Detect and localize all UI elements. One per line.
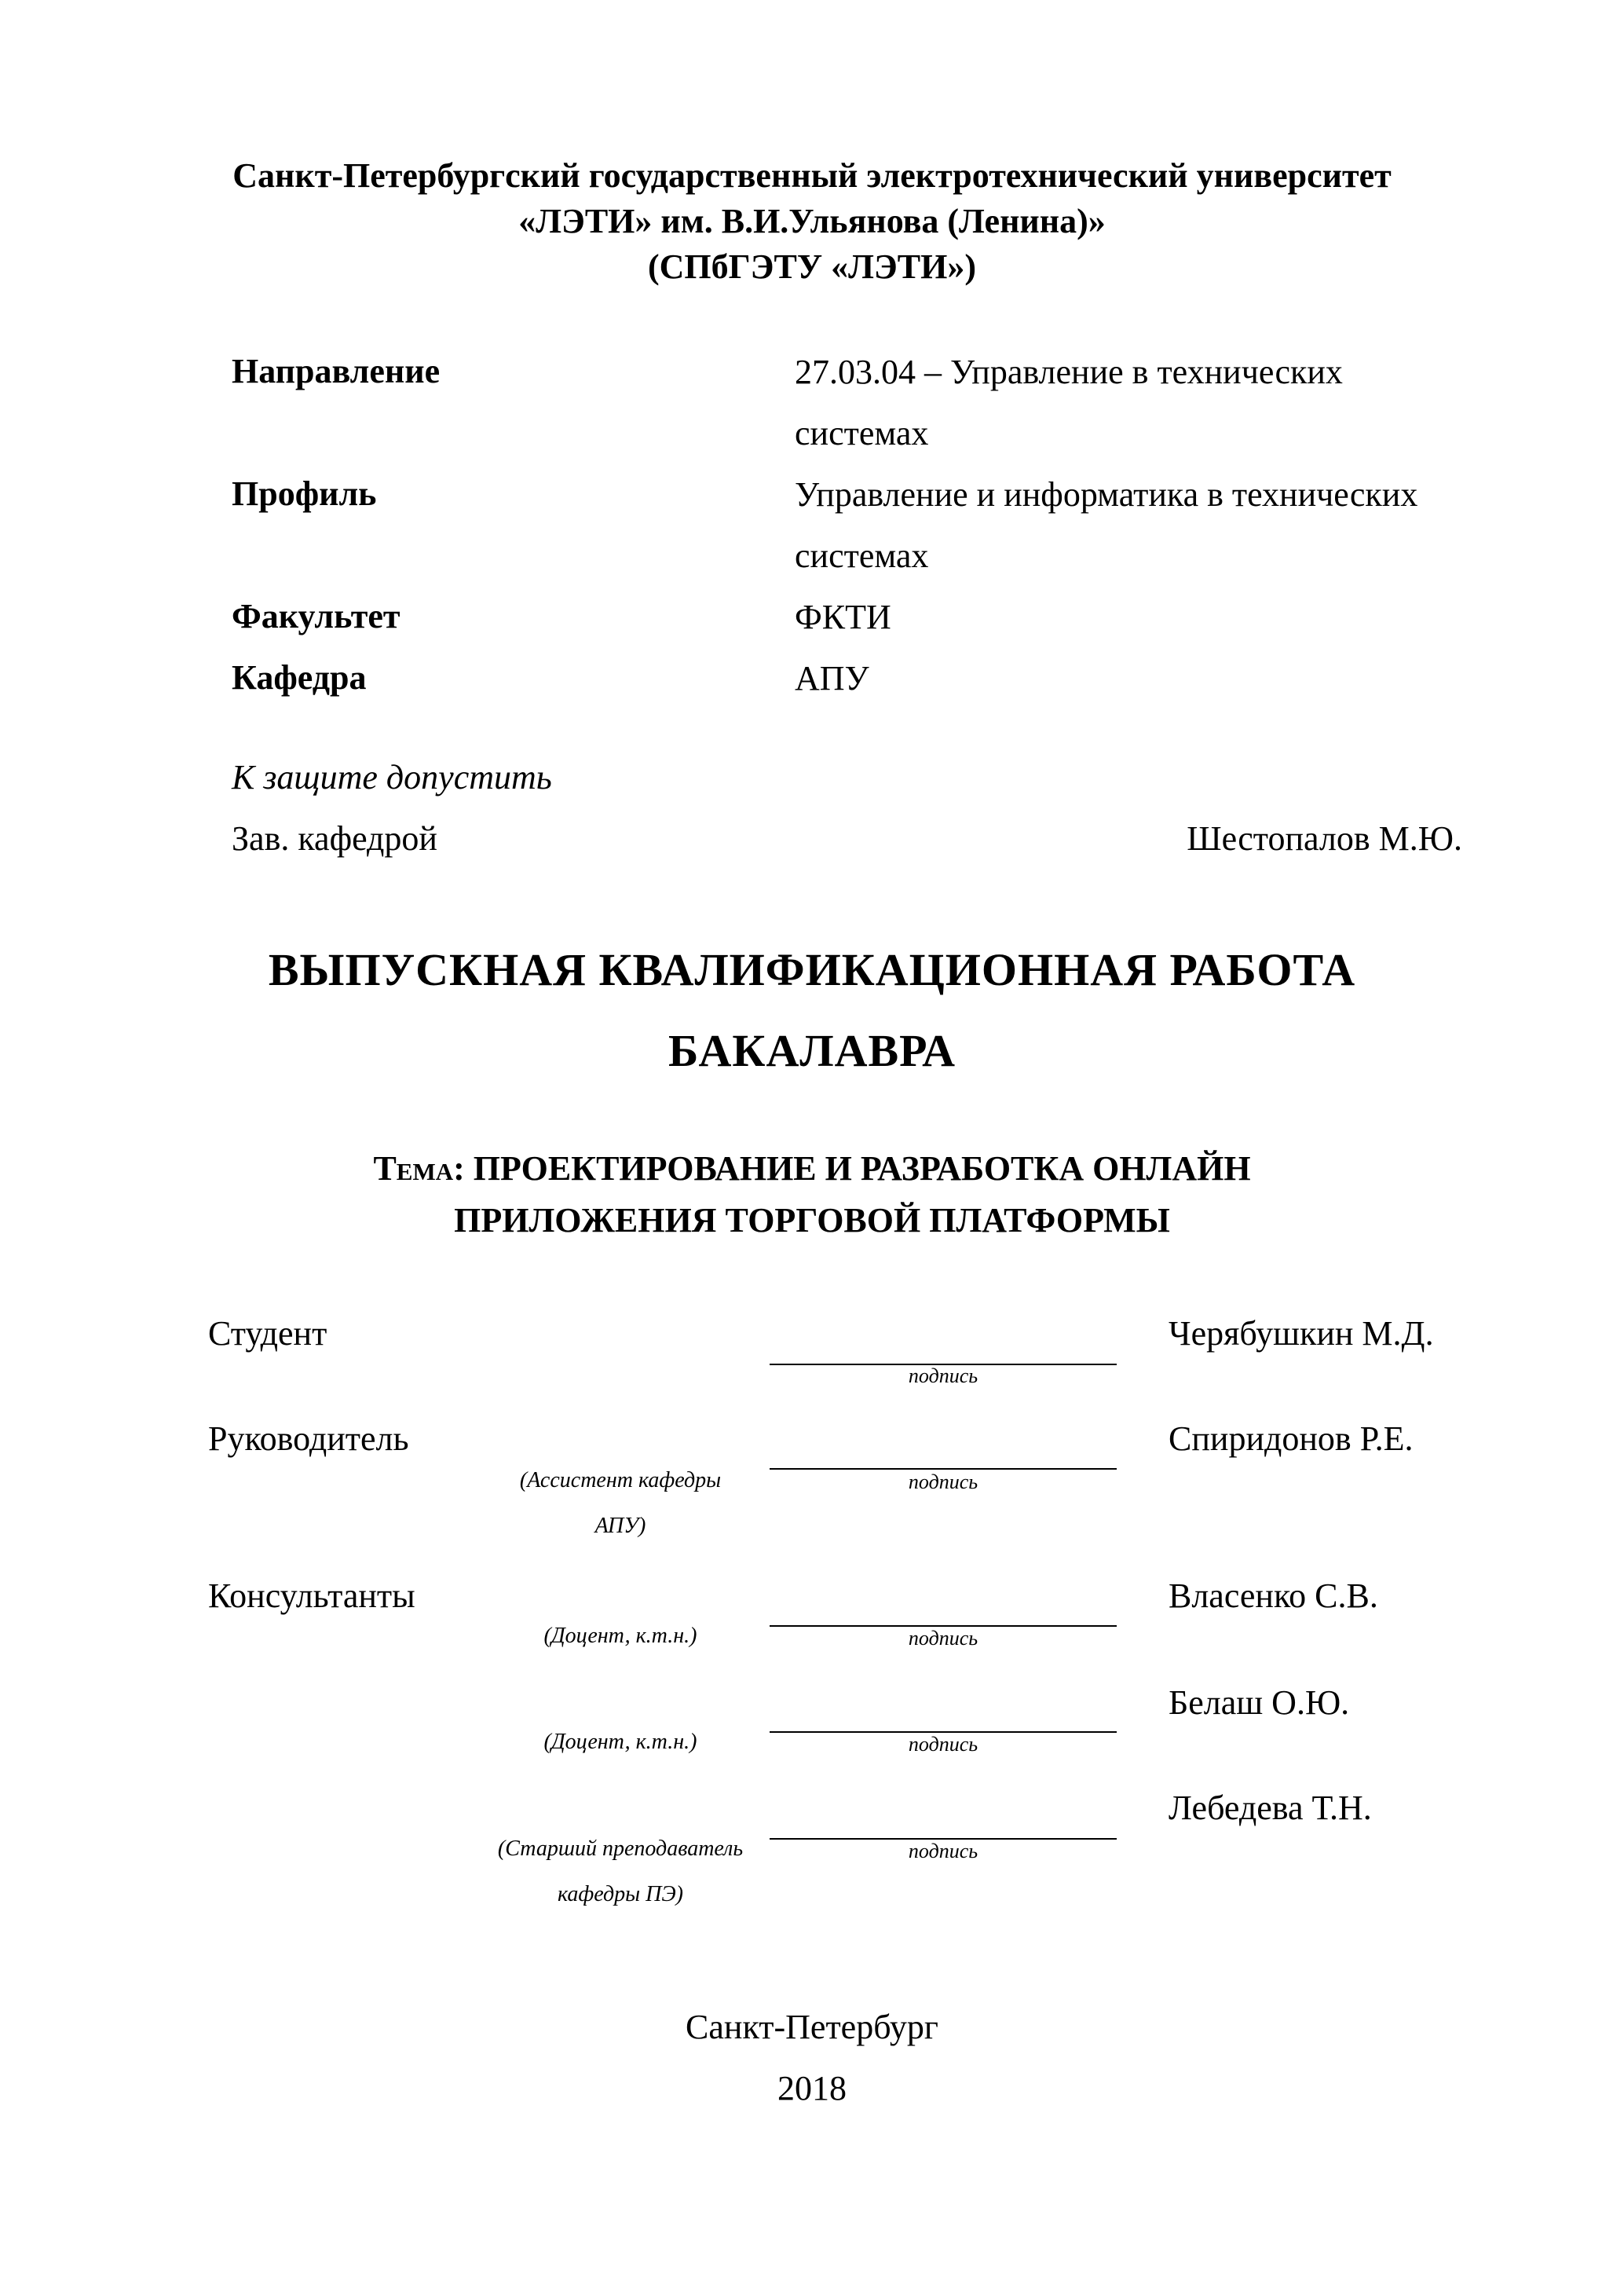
document-title-line2: БАКАЛАВРА xyxy=(668,1025,956,1076)
topic-prefix: Тема xyxy=(373,1149,454,1188)
consultant1-signature-caption: подпись xyxy=(908,1627,978,1650)
consultants-label: Консультанты xyxy=(208,1576,415,1615)
direction-value-line2: системах xyxy=(795,414,929,452)
admit-to-defense-text: К защите допустить xyxy=(232,758,552,796)
supervisor-signature-caption: подпись xyxy=(908,1470,978,1493)
topic-line1 xyxy=(0,1145,1624,1192)
consultant2-signature-caption: подпись xyxy=(908,1733,978,1756)
footer-city: Санкт-Петербург xyxy=(686,2008,938,2046)
topic-text: : ПРОЕКТИРОВАНИЕ И РАЗРАБОТКА ОНЛАЙН xyxy=(453,1149,1251,1188)
consultant2-position: (Доцент, к.т.н.) xyxy=(543,1730,697,1754)
supervisor-signature-line xyxy=(770,1468,1117,1470)
consultant3-signature-caption: подпись xyxy=(908,1840,978,1862)
profile-value xyxy=(795,464,1533,587)
consultant3-position xyxy=(471,1826,770,1917)
university-name-line2: «ЛЭТИ» им. В.И.Ульянова (Ленина)» xyxy=(518,202,1106,240)
faculty-value: ФКТИ xyxy=(795,598,891,636)
student-name: Черябушкин М.Д. xyxy=(1169,1314,1434,1353)
consultant1-name: Власенко С.В. xyxy=(1169,1576,1378,1615)
profile-value-line1: Управление и информатика в технических xyxy=(795,475,1418,514)
department-label: Кафедра xyxy=(232,658,367,697)
student-signature-caption: подпись xyxy=(908,1364,978,1387)
supervisor-position-line1: (Ассистент кафедры xyxy=(519,1468,722,1492)
supervisor-role-label: Руководитель xyxy=(208,1419,409,1458)
supervisor-position xyxy=(471,1458,770,1549)
consultant2-name: Белаш О.Ю. xyxy=(1169,1683,1350,1722)
faculty-label: Факультет xyxy=(232,597,401,635)
topic-line2: ПРИЛОЖЕНИЯ ТОРГОВОЙ ПЛАТФОРМЫ xyxy=(454,1201,1170,1240)
head-of-department-name: Шестопалов М.Ю. xyxy=(1187,819,1462,858)
profile-value-line2: системах xyxy=(795,536,929,575)
university-name: Санкт-Петербургский государственный электротехнический университет xyxy=(232,156,1392,195)
consultant3-name: Лебедева Т.Н. xyxy=(1169,1789,1372,1827)
supervisor-name: Спиридонов Р.Е. xyxy=(1169,1419,1414,1458)
university-abbreviation: (СПбГЭТУ «ЛЭТИ») xyxy=(648,247,976,286)
student-role-label: Студент xyxy=(208,1314,327,1353)
consultant1-position: (Доцент, к.т.н.) xyxy=(543,1624,697,1648)
direction-label: Направление xyxy=(232,352,441,390)
direction-value-line1: 27.03.04 – Управление в технических xyxy=(795,353,1343,391)
consultant3-position-line2: кафедры ПЭ) xyxy=(557,1882,683,1906)
head-of-department-label: Зав. кафедрой xyxy=(232,819,437,858)
consultant3-position-line1: (Старший преподаватель xyxy=(497,1836,744,1861)
footer-year: 2018 xyxy=(777,2069,847,2107)
document-title: ВЫПУСКНАЯ КВАЛИФИКАЦИОННАЯ РАБОТА xyxy=(268,944,1356,995)
department-value: АПУ xyxy=(795,659,869,698)
supervisor-position-line2: АПУ) xyxy=(594,1514,646,1538)
profile-label: Профиль xyxy=(232,474,377,513)
direction-value xyxy=(795,342,1533,464)
